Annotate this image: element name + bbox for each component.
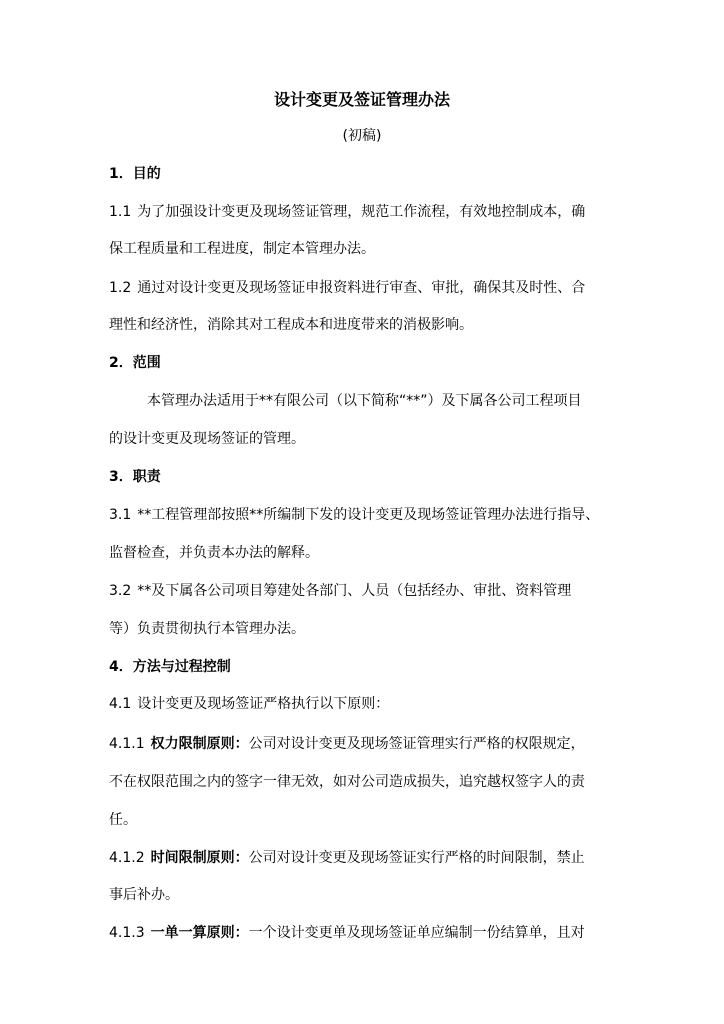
principle-name: 权力限制原则： (150, 736, 249, 752)
paragraph-number: 1.1 (109, 204, 132, 220)
principle-name: 时间限制原则： (150, 850, 249, 866)
paragraph-3-1-line-2: 监督检查，并负责本办法的解释。 (109, 545, 319, 561)
paragraph-number: 4.1.2 (109, 850, 145, 866)
section-3-heading: 3．职责 (109, 469, 161, 485)
paragraph-text: **及下属各公司项目筹建处各部门、人员（包括经办、审批、资料管理 (137, 583, 572, 599)
principle-name: 一单一算原则： (150, 925, 249, 941)
paragraph-number: 4.1.1 (109, 736, 145, 752)
section-1-heading: 1．目的 (109, 166, 161, 182)
paragraph-text: 通过对设计变更及现场签证申报资料进行审查、审批，确保其及时性、合 (137, 280, 586, 296)
paragraph-1-1-line-2: 保工程质量和工程进度，制定本管理办法。 (109, 241, 375, 257)
paragraph-number: 3.1 (109, 507, 132, 523)
paragraph-1-1-line-1 (109, 201, 629, 223)
paragraph-text: 设计变更及现场签证严格执行以下原则： (137, 696, 390, 712)
paragraph-3-1-line-1 (109, 504, 629, 526)
paragraph-number: 3.2 (109, 583, 132, 599)
paragraph-4-1-1-line-3: 任。 (109, 812, 137, 828)
paragraph-4-1-3-line-1 (109, 922, 629, 944)
paragraph-2-line-2: 的设计变更及现场签证的管理。 (109, 431, 305, 447)
paragraph-text: 一个设计变更单及现场签证单应编制一份结算单，且对 (248, 925, 585, 941)
paragraph-4-1-1-line-1 (109, 733, 629, 755)
paragraph-text: **工程管理部按照**所编制下发的设计变更及现场签证管理办法进行指导、 (137, 507, 600, 523)
paragraph-4-1-line-1 (109, 693, 629, 715)
paragraph-text: 为了加强设计变更及现场签证管理，规范工作流程，有效地控制成本，确 (137, 204, 586, 220)
document-subtitle: (初稿) (342, 128, 382, 144)
paragraph-4-1-1-line-2: 不在权限范围之内的签字一律无效，如对公司造成损失，追究越权签字人的责 (109, 774, 585, 790)
paragraph-4-1-2-line-2: 事后补办。 (109, 887, 179, 903)
paragraph-1-2-line-2: 理性和经济性，消除其对工程成本和进度带来的消极影响。 (109, 317, 473, 333)
paragraph-number: 4.1 (109, 696, 132, 712)
paragraph-3-2-line-1 (109, 580, 629, 602)
section-2-heading: 2．范围 (109, 355, 161, 371)
paragraph-2-line-1: 本管理办法适用于**有限公司（以下简称“**”）及下属各公司工程项目 (147, 393, 582, 409)
paragraph-text: 公司对设计变更及现场签证实行严格的时间限制，禁止 (248, 850, 585, 866)
document-title: 设计变更及签证管理办法 (273, 90, 450, 109)
paragraph-text: 公司对设计变更及现场签证管理实行严格的权限规定， (248, 736, 585, 752)
paragraph-3-2-line-2: 等）负责贯彻执行本管理办法。 (109, 621, 305, 637)
paragraph-1-2-line-1 (109, 277, 629, 299)
section-4-heading: 4．方法与过程控制 (109, 659, 231, 675)
paragraph-number: 1.2 (109, 280, 132, 296)
paragraph-number: 4.1.3 (109, 925, 145, 941)
paragraph-4-1-2-line-1 (109, 847, 629, 869)
